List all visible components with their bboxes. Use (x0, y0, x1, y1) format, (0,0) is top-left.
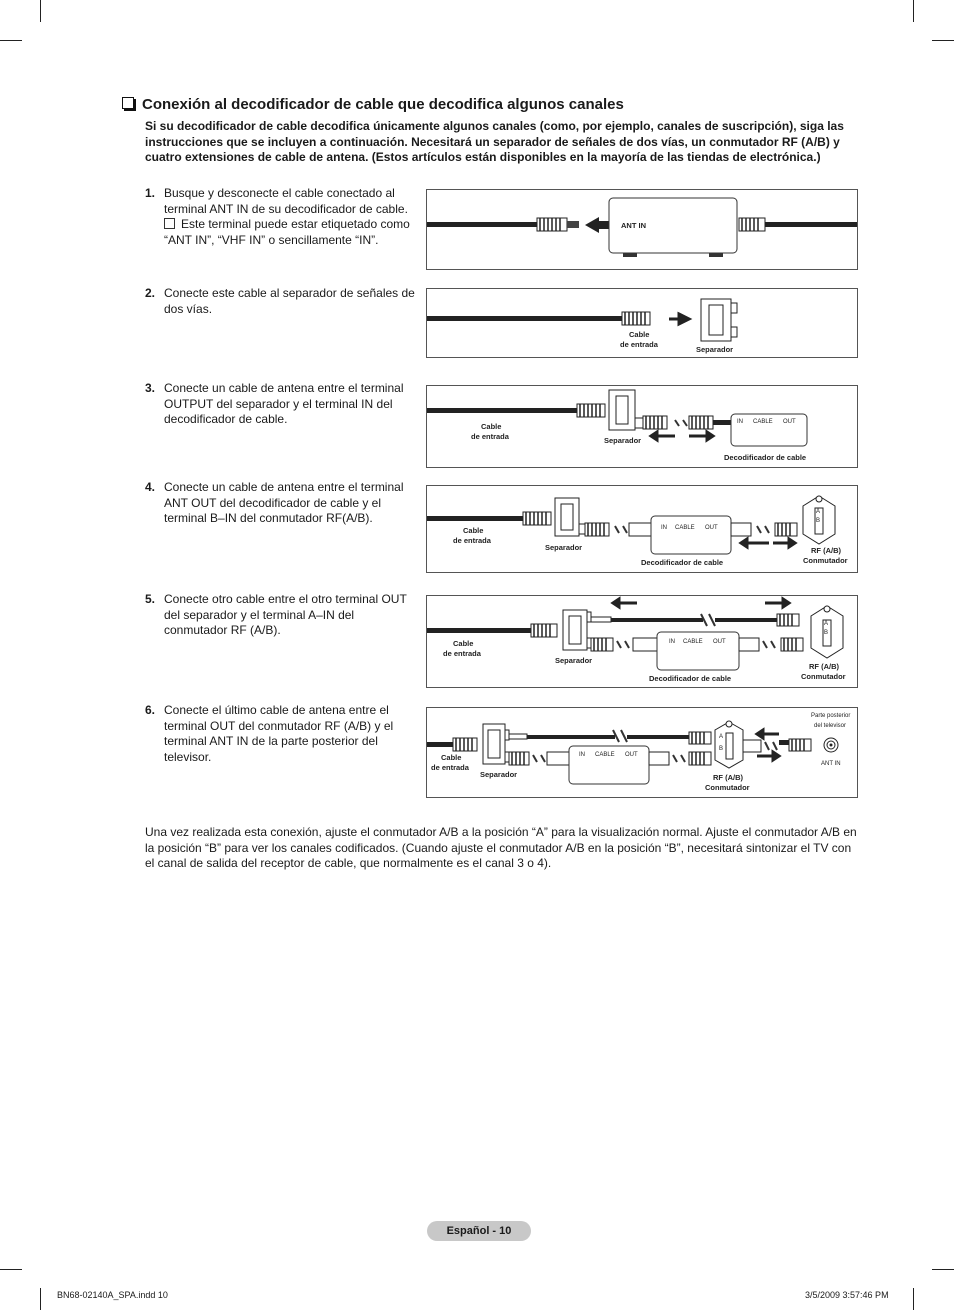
diagram-step-1 (426, 189, 858, 270)
diagram-step-3 (426, 385, 858, 468)
tv-label-2: del televisor (814, 723, 847, 729)
cable-entrada-label-2: de entrada (453, 536, 491, 545)
step-5 (145, 592, 420, 639)
cable-entrada-label: Cable (629, 330, 650, 339)
step-text: Conecte un cable de antena entre el terminal OUTPUT del separador y el terminal IN del decodificador de cable. (164, 381, 404, 426)
ant-in-label: ANT IN (821, 761, 841, 767)
rf-label: RF (A/B) (809, 662, 839, 671)
separador-label: Separador (555, 656, 593, 665)
box-cable-label: CABLE (675, 525, 695, 531)
conmutador-label: Conmutador (801, 672, 846, 681)
file-info: BN68-02140A_SPA.indd 10 (57, 1290, 168, 1300)
step-4 (145, 480, 420, 527)
box-out-label: OUT (625, 752, 638, 758)
switch-a-label: A (816, 509, 821, 515)
decodificador-label: Decodificador de cable (649, 674, 732, 683)
rf-label: RF (A/B) (811, 546, 841, 555)
step-number: 1. (145, 186, 156, 200)
crop-mark (40, 0, 41, 22)
step-text: Conecte este cable al separador de señales de dos vías. (164, 286, 415, 316)
step-note: Este terminal puede estar etiquetado como “ANT IN”, “VHF IN” o sencillamente “IN”. (164, 217, 410, 247)
step-number: 5. (145, 592, 156, 606)
date-info: 3/5/2009 3:57:46 PM (805, 1290, 889, 1300)
box-out-label: OUT (783, 419, 796, 425)
separador-label: Separador (545, 543, 583, 552)
step-number: 3. (145, 381, 156, 395)
crop-mark (40, 1288, 41, 1310)
box-cable-label: CABLE (753, 419, 773, 425)
cable-entrada-label-2: de entrada (471, 432, 509, 441)
diagram-step-4 (426, 485, 858, 573)
crop-mark (932, 1269, 954, 1270)
page-footer-badge: Español - 10 (427, 1221, 531, 1241)
diagram-step-5 (426, 595, 858, 688)
step-number: 2. (145, 286, 156, 300)
switch-b-label: B (816, 518, 821, 524)
step-2 (145, 286, 420, 317)
cable-entrada-label-2: de entrada (620, 340, 658, 349)
switch-a-label: A (719, 734, 724, 740)
box-in-label: IN (737, 419, 743, 425)
ant-in-label: ANT IN (621, 221, 646, 230)
crop-mark (932, 40, 954, 41)
box-in-label: IN (669, 639, 675, 645)
step-text: Conecte el último cable de antena entre el terminal OUT del conmutador RF (A/B) y el terminal ANT IN de la parte posterior del televisor. (164, 703, 394, 764)
step-3 (145, 381, 420, 428)
switch-b-label: B (824, 630, 829, 636)
box-out-label: OUT (705, 525, 718, 531)
separador-label: Separador (604, 436, 642, 445)
cable-entrada-label: Cable (481, 422, 502, 431)
box-cable-label: CABLE (683, 639, 703, 645)
diagram-step-6 (426, 707, 858, 798)
switch-b-label: B (719, 746, 724, 752)
cable-entrada-label: Cable (453, 639, 474, 648)
step-6 (145, 703, 420, 765)
box-out-label: OUT (713, 639, 726, 645)
crop-mark (0, 40, 22, 41)
tv-label: Parte posterior (811, 713, 851, 719)
step-text: Conecte un cable de antena entre el terminal ANT OUT del decodificador de cable y el terminal B–IN del conmutador RF(A/B). (164, 480, 404, 525)
step-text: Busque y desconecte el cable conectado al terminal ANT IN de su decodificador de cable. (164, 186, 408, 216)
cable-entrada-label-2: de entrada (431, 763, 469, 772)
box-in-label: IN (579, 752, 585, 758)
intro-paragraph: Si su decodificador de cable decodifica únicamente algunos canales (como, por ejemplo, canales de suscripción), siga las instrucciones que se incluyen a continuación. Necesitará un separador de señales de dos vías, un conmutador RF (A/B) y cuatro extensiones de cable de antena. (Estos artículos están disponibles en la mayoría de las tiendas de electrónica.) (145, 119, 844, 164)
cable-entrada-label: Cable (463, 526, 484, 535)
rf-label: RF (A/B) (713, 773, 743, 782)
decodificador-label: Decodificador de cable (641, 558, 724, 567)
separador-label: Separador (696, 345, 734, 354)
box-cable-label: CABLE (595, 752, 615, 758)
separador-label: Separador (480, 770, 518, 779)
step-text: Conecte otro cable entre el otro terminal OUT del separador y el terminal A–IN del conmutador RF (A/B). (164, 592, 407, 637)
crop-mark (913, 1288, 914, 1310)
switch-a-label: A (824, 621, 829, 627)
closing-paragraph: Una vez realizada esta conexión, ajuste el conmutador A/B a la posición “A” para la visualización normal. Ajuste el conmutador A/B en la posición “B” para ver los canales codificados. (Cuando ajuste el conmutador A/B en la posición “B”, necesitará sintonizar el TV con el canal de salida del receptor de cable, que normalmente es el canal 3 o 4). (145, 825, 857, 870)
checkbox-bullet-icon (122, 97, 134, 109)
conmutador-label: Conmutador (705, 783, 750, 792)
step-number: 6. (145, 703, 156, 717)
box-in-label: IN (661, 525, 667, 531)
crop-mark (913, 0, 914, 22)
decodificador-label: Decodificador de cable (724, 453, 807, 462)
crop-mark (0, 1269, 22, 1270)
cable-entrada-label: Cable (441, 753, 462, 762)
diagram-step-2 (426, 288, 858, 358)
section-title: Conexión al decodificador de cable que decodifica algunos canales (122, 96, 624, 113)
step-1 (145, 186, 420, 248)
cable-entrada-label-2: de entrada (443, 649, 481, 658)
conmutador-label: Conmutador (803, 556, 848, 565)
note-icon (164, 218, 175, 229)
step-number: 4. (145, 480, 156, 494)
